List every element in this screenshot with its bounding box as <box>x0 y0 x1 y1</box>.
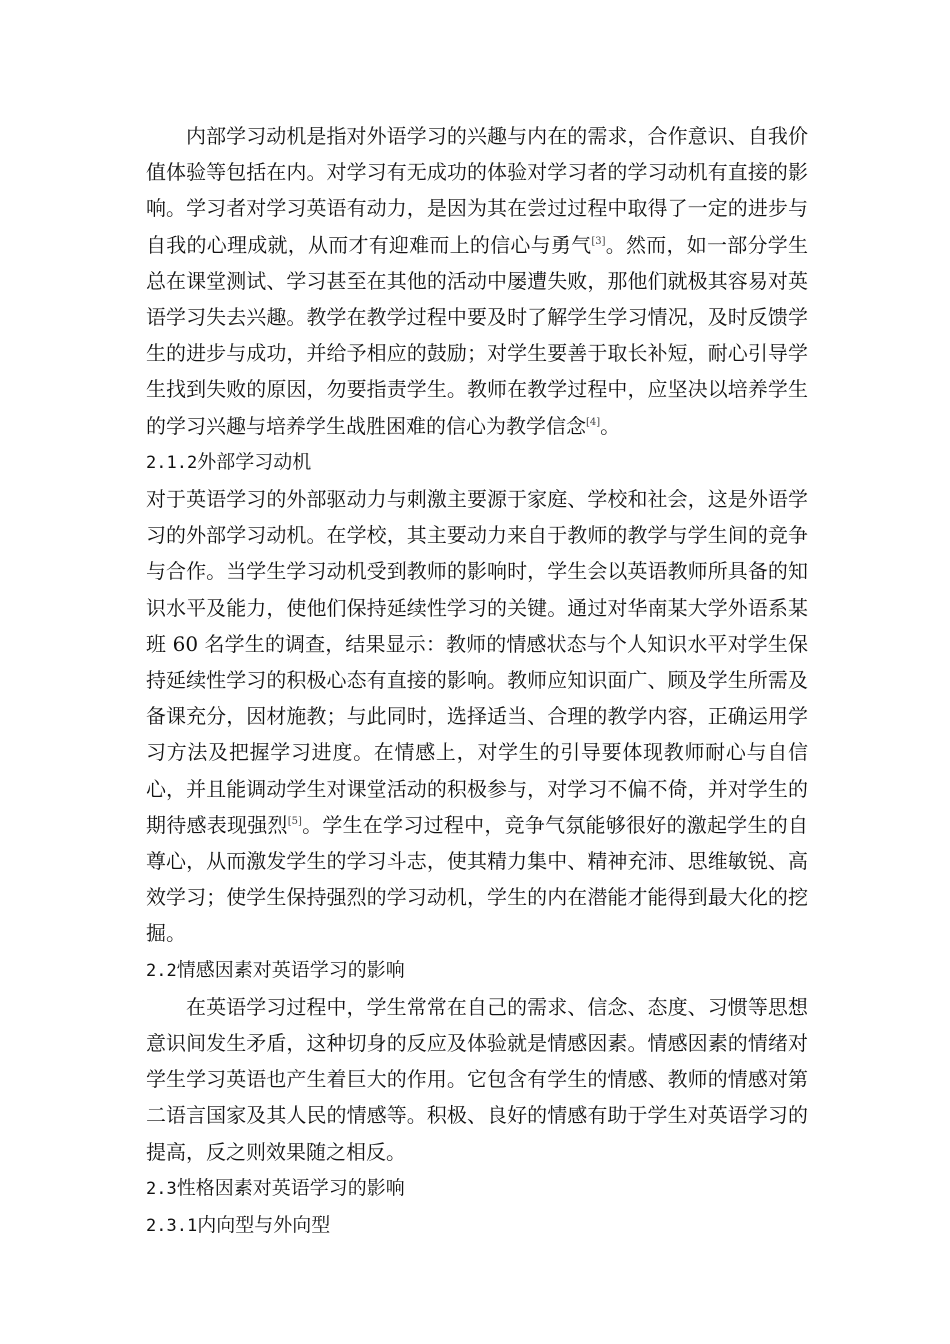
citation-ref: [3] <box>591 235 606 247</box>
citation-ref: [5] <box>287 815 302 827</box>
heading-text: 情感因素对英语学习的影响 <box>176 958 405 981</box>
heading-2-1-2 <box>146 444 808 481</box>
heading-number: 2.2 <box>146 960 177 981</box>
text-run: 。 <box>600 413 621 438</box>
paragraph-affective-factors: 在英语学习过程中，学生常常在自己的需求、信念、态度、习惯等思想意识间发生矛盾，这种切身的反应及体验就是情感因素。情感因素的情绪对学生学习英语也产生着巨大的作用。它包含有学生的情感、教师的情感对第二语言国家及其人民的情感等。积极、良好的情感有助于学生对英语学习的提高，反之则效果随之相反。 <box>146 994 808 1164</box>
heading-text: 外部学习动机 <box>197 450 312 473</box>
heading-2-2 <box>146 952 808 989</box>
heading-number: 2.3.1 <box>146 1216 198 1237</box>
heading-text: 内向型与外向型 <box>197 1214 331 1237</box>
heading-number: 2.3 <box>146 1178 177 1199</box>
text-run: 对于英语学习的外部驱动力与刺激主要源于家庭、学校和社会，这是外语学习的外部学习动机。在学校，其主要动力来自于教师的教学与学生间的竞争与合作。当学生学习动机受到教师的影响时，学生会以英语教师所具备的知识水平及能力，使他们保持延续性学习的关键。通过对华南某大学外语系某班 60 名学生的调查，结果显示：教师的情感状态与个人知识水平对学生保持延续性学习的积极心态有直接的影响。教师应知识面广、顾及学生所需及备课充分，因材施教；与此同时，选择适当、合理的教学内容，正确运用学习方法及把握学习进度。在情感上，对学生的引导要体现教师耐心与自信心，并且能调动学生对课堂活动的积极参与，对学习不偏不倚，并对学生的期待感表现强烈 <box>146 487 808 837</box>
heading-text: 性格因素对英语学习的影响 <box>176 1176 405 1199</box>
heading-number: 2.1.2 <box>146 452 198 473</box>
text-run: 。学生在学习过程中，竞争气氛能够很好的激起学生的自尊心，从而激发学生的学习斗志，使其精力集中、精神充沛、思维敏锐、高效学习；使学生保持强烈的学习动机，学生的内在潜能才能得到最大化的挖掘。 <box>146 812 809 946</box>
heading-2-3 <box>146 1170 808 1207</box>
text-run: 内部学习动机是指对外语学习的兴趣与内在的需求，合作意识、自我价值体验等包括在内。对学习有无成功的体验对学习者的学习动机有直接的影响。学习者对学习英语有动力，是因为其在尝过过程中取得了一定的进步与自我的心理成就，从而才有迎难而上的信心与勇气 <box>146 124 808 257</box>
paragraph-intrinsic-motivation <box>146 118 808 444</box>
document-page <box>146 118 808 1244</box>
paragraph-extrinsic-motivation <box>146 481 808 952</box>
citation-ref: [4] <box>586 416 601 428</box>
text-run: 。然而，如一部分学生总在课堂测试、学习甚至在其他的活动中屡遭失败，那他们就极其容易对英语学习失去兴趣。教学在教学过程中要及时了解学生学习情况，及时反馈学生的进步与成功，并给予相应的鼓励；对学生要善于取长补短，耐心引导学生找到失败的原因，勿要指责学生。教师在教学过程中，应坚决以培养学生的学习兴趣与培养学生战胜困难的信心为教学信念 <box>146 232 809 438</box>
heading-2-3-1 <box>146 1207 808 1244</box>
